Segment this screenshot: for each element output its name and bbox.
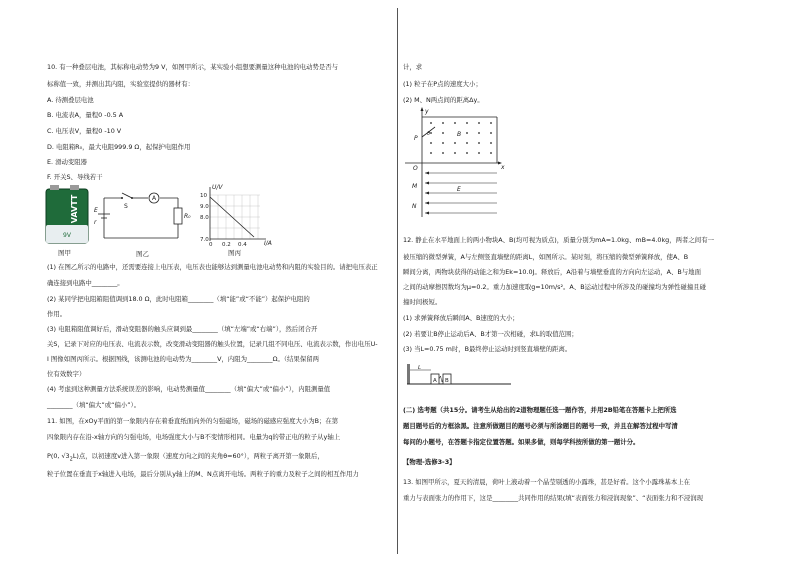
graph-x-tick-02: 0.2: [222, 242, 231, 248]
battery-brand-text: VAVTT: [70, 194, 79, 224]
field-x-axis-label: x: [501, 164, 505, 171]
q10-line1: 10. 有一种叠层电池，其标称电动势为9 V，如图甲所示，某实验小组想要测量这种电池的电动势是否与: [47, 63, 339, 71]
q11-line2: 四象限内存在沿-x轴方向的匀强电场，电场强度大小与B不变情形相同。电量为q的带正电的粒子从y轴上: [47, 433, 341, 441]
field-diagram: [395, 105, 515, 223]
ui-graph-figure: [200, 183, 280, 263]
figure-jia-caption: 图甲: [58, 249, 71, 257]
q10-option-b: B. 电流表A，量程0 -0.5 A: [47, 111, 124, 119]
graph-x-axis-label: I/A: [264, 240, 272, 247]
distance-l-label: L: [418, 365, 422, 371]
elective-section-title: 【物理-选修3-3】: [403, 458, 456, 466]
q10-line2: 标称值一致，并测出其内阻，实验室提供的器材有：: [47, 80, 194, 88]
q10-sub4-line1: (4) 考虑到这种测量方法系统误差的影响，电动势测量值________（填“偏大”或“偏小”），内阻测量值: [47, 385, 331, 393]
q10-sub2-line1: (2) 某同学把电阻箱阻值调到18.0 Ω，此时电阻箱________（填“能”或“不能”）起保护电阻的: [47, 295, 310, 303]
q10-sub3-line3: I 图像如图丙所示。根据图线，该测电池的电动势为________V，内阻为________Ω。（结果保留两: [47, 355, 319, 363]
switch-label: S: [124, 203, 128, 210]
q12-line2: 被压缩的微型弹簧，A与左侧竖直墙壁的距离L，如图所示。某时刻，将压缩的微型弹簧释放，使A、B: [403, 253, 689, 261]
q10-sub2-line2: 作用。: [47, 310, 67, 318]
angle-theta-label: θ: [427, 131, 431, 137]
q11-line3: [47, 452, 324, 463]
battery-voltage-text: 9V: [63, 232, 71, 239]
q10-option-f: F. 开关S、导线若干: [47, 173, 103, 181]
graph-y-axis-label: U/V: [212, 184, 223, 191]
q10-sub3-line2: 关S，记录下对应的电压表、电流表示数，改变滑动变阻器的触头位置，记录几组不同电压、电流表示数，作出电压U-: [47, 340, 378, 348]
q12-line3: 瞬间分离，两物块获得的动能之和为Ek=10.0J。释放后，A沿着与墙壁垂直的方向向左运动，A、B与地面: [403, 268, 701, 276]
circuit-figure: [92, 188, 202, 260]
q11-line4: 粒子位置在垂直于x轴进入电场，最后分别从y轴上的M、N点离开电场。两粒子的重力及粒子之间的相互作用力: [47, 470, 359, 478]
field-y-axis-label: y: [425, 108, 429, 115]
point-n-label: N: [412, 203, 417, 210]
q11-sub2: (2) M、N两点间的距离Δy。: [403, 96, 484, 104]
internal-resistance-label: r: [94, 219, 97, 226]
figure-yi-caption: 图乙: [136, 250, 149, 258]
q10-option-a: A. 待测叠层电池: [47, 96, 94, 104]
graph-x-tick-04: 0.4: [238, 242, 247, 248]
q10-option-c: C. 电压表V，量程0 -10 V: [47, 127, 122, 135]
graph-y-tick-9: 9.0: [200, 204, 209, 210]
section2-line3: 每问的小题号，在答题卡指定位置答题。如果多做，则每学科按所做的第一题计分。: [403, 438, 640, 446]
block-a-label: A: [433, 378, 437, 384]
emf-label: E: [94, 207, 98, 214]
graph-x-tick-0: 0: [209, 242, 213, 248]
q11-line3-rest: L)点，以初速度v进入第一象限（速度方向之间的夹角θ=60°），两粒子离开第一象限后，: [72, 452, 324, 460]
q11-line1: 11. 如图，在xOy平面的第一象限内存在着垂直纸面向外的匀强磁场，磁场的磁感应强度大小为B；在第: [47, 417, 339, 425]
block-b-label: B: [445, 378, 449, 384]
resistor-label: R₀: [184, 213, 191, 220]
origin-label: O: [413, 165, 418, 172]
magnetic-field-label: B: [457, 131, 462, 138]
point-p-label: P: [414, 135, 418, 142]
section2-line1: (二) 选考题（共15分。请考生从给出的2道物理题任选一题作答，并用2B铅笔在答题卡上把所选: [403, 406, 677, 414]
point-m-label: M: [412, 183, 418, 190]
q12-line4: 之间的动摩擦因数均为μ=0.2。重力加速度取g=10m/s²。A、B运动过程中所涉及的碰撞均为弹性碰撞且碰: [403, 283, 706, 291]
q11-sub1: (1) 粒子在P点的速度大小；: [403, 80, 482, 88]
graph-y-tick-10: 10: [200, 193, 207, 199]
q13-line2: 重力与表面张力的作用下，这是________共同作用的结果(填“表面张力和浸润现象”、“表面张力和不浸润现: [403, 494, 704, 502]
q13-line1: 13. 如图甲所示，夏天的清晨，荷叶上液动着一个晶莹剔透的小露珠，甚是好看。这个小露珠基本上在: [403, 478, 690, 486]
q12-line5: 撞时间极短。: [403, 298, 442, 306]
q12-sub1: (1) 求弹簧释放后瞬间A、B速度的大小；: [403, 314, 519, 322]
q12-sub2: (2) 若要让B停止运动后A、B才第一次相碰，求L的取值范围；: [403, 330, 578, 338]
ammeter-label: A: [152, 195, 157, 202]
q10-sub4-line2: ________（填“偏大”或“偏小”）。: [47, 401, 141, 409]
q10-sub1-line1: (1) 在图乙所示的电路中，还需要连接上电压表，电压表也能够达到测量电池电动势和内阻的实验目的。请把电压表正: [47, 263, 378, 271]
q11-continued: 计，求: [403, 63, 423, 71]
q10-option-e: E. 滑动变阻器: [47, 158, 88, 166]
q11-fraction-denominator: 2: [69, 456, 73, 463]
blocks-figure: [405, 360, 515, 388]
q10-sub3-line4: 位有效数字）: [47, 370, 86, 378]
q10-sub1-line2: 确连接到电路中________。: [47, 279, 124, 287]
q12-line1: 12. 静止在水平地面上的两小物块A、B(均可视为质点)，质量分别为mA=1.0kg、mB=4.0kg，两者之间有一: [403, 236, 714, 244]
graph-y-tick-8: 8.0: [200, 215, 209, 221]
column-divider: [397, 8, 398, 554]
battery-figure: [44, 185, 94, 257]
graph-y-tick-7: 7.0: [200, 237, 209, 243]
section2-line2: 题目题号后的方框涂黑。注意所做题目的题号必须与所涂题目的题号一致，并且在解答过程中写清: [403, 422, 678, 430]
q10-sub3-line1: (3) 电阻箱阻值调好后，滑动变阻器的触头应调到最________（填“左端”或“右端”），然后闭合开: [47, 325, 318, 333]
q11-point-p: P(0, √3: [47, 452, 70, 460]
q12-sub3: (3) 当L=0.75 m时，B最终停止运动时到竖直墙壁的距离。: [403, 345, 572, 353]
q10-option-d: D. 电阻箱R₀，最大电阻999.9 Ω，起保护电阻作用: [47, 143, 191, 151]
electric-field-label: E: [457, 186, 461, 193]
figure-bing-caption: 图丙: [228, 249, 241, 257]
